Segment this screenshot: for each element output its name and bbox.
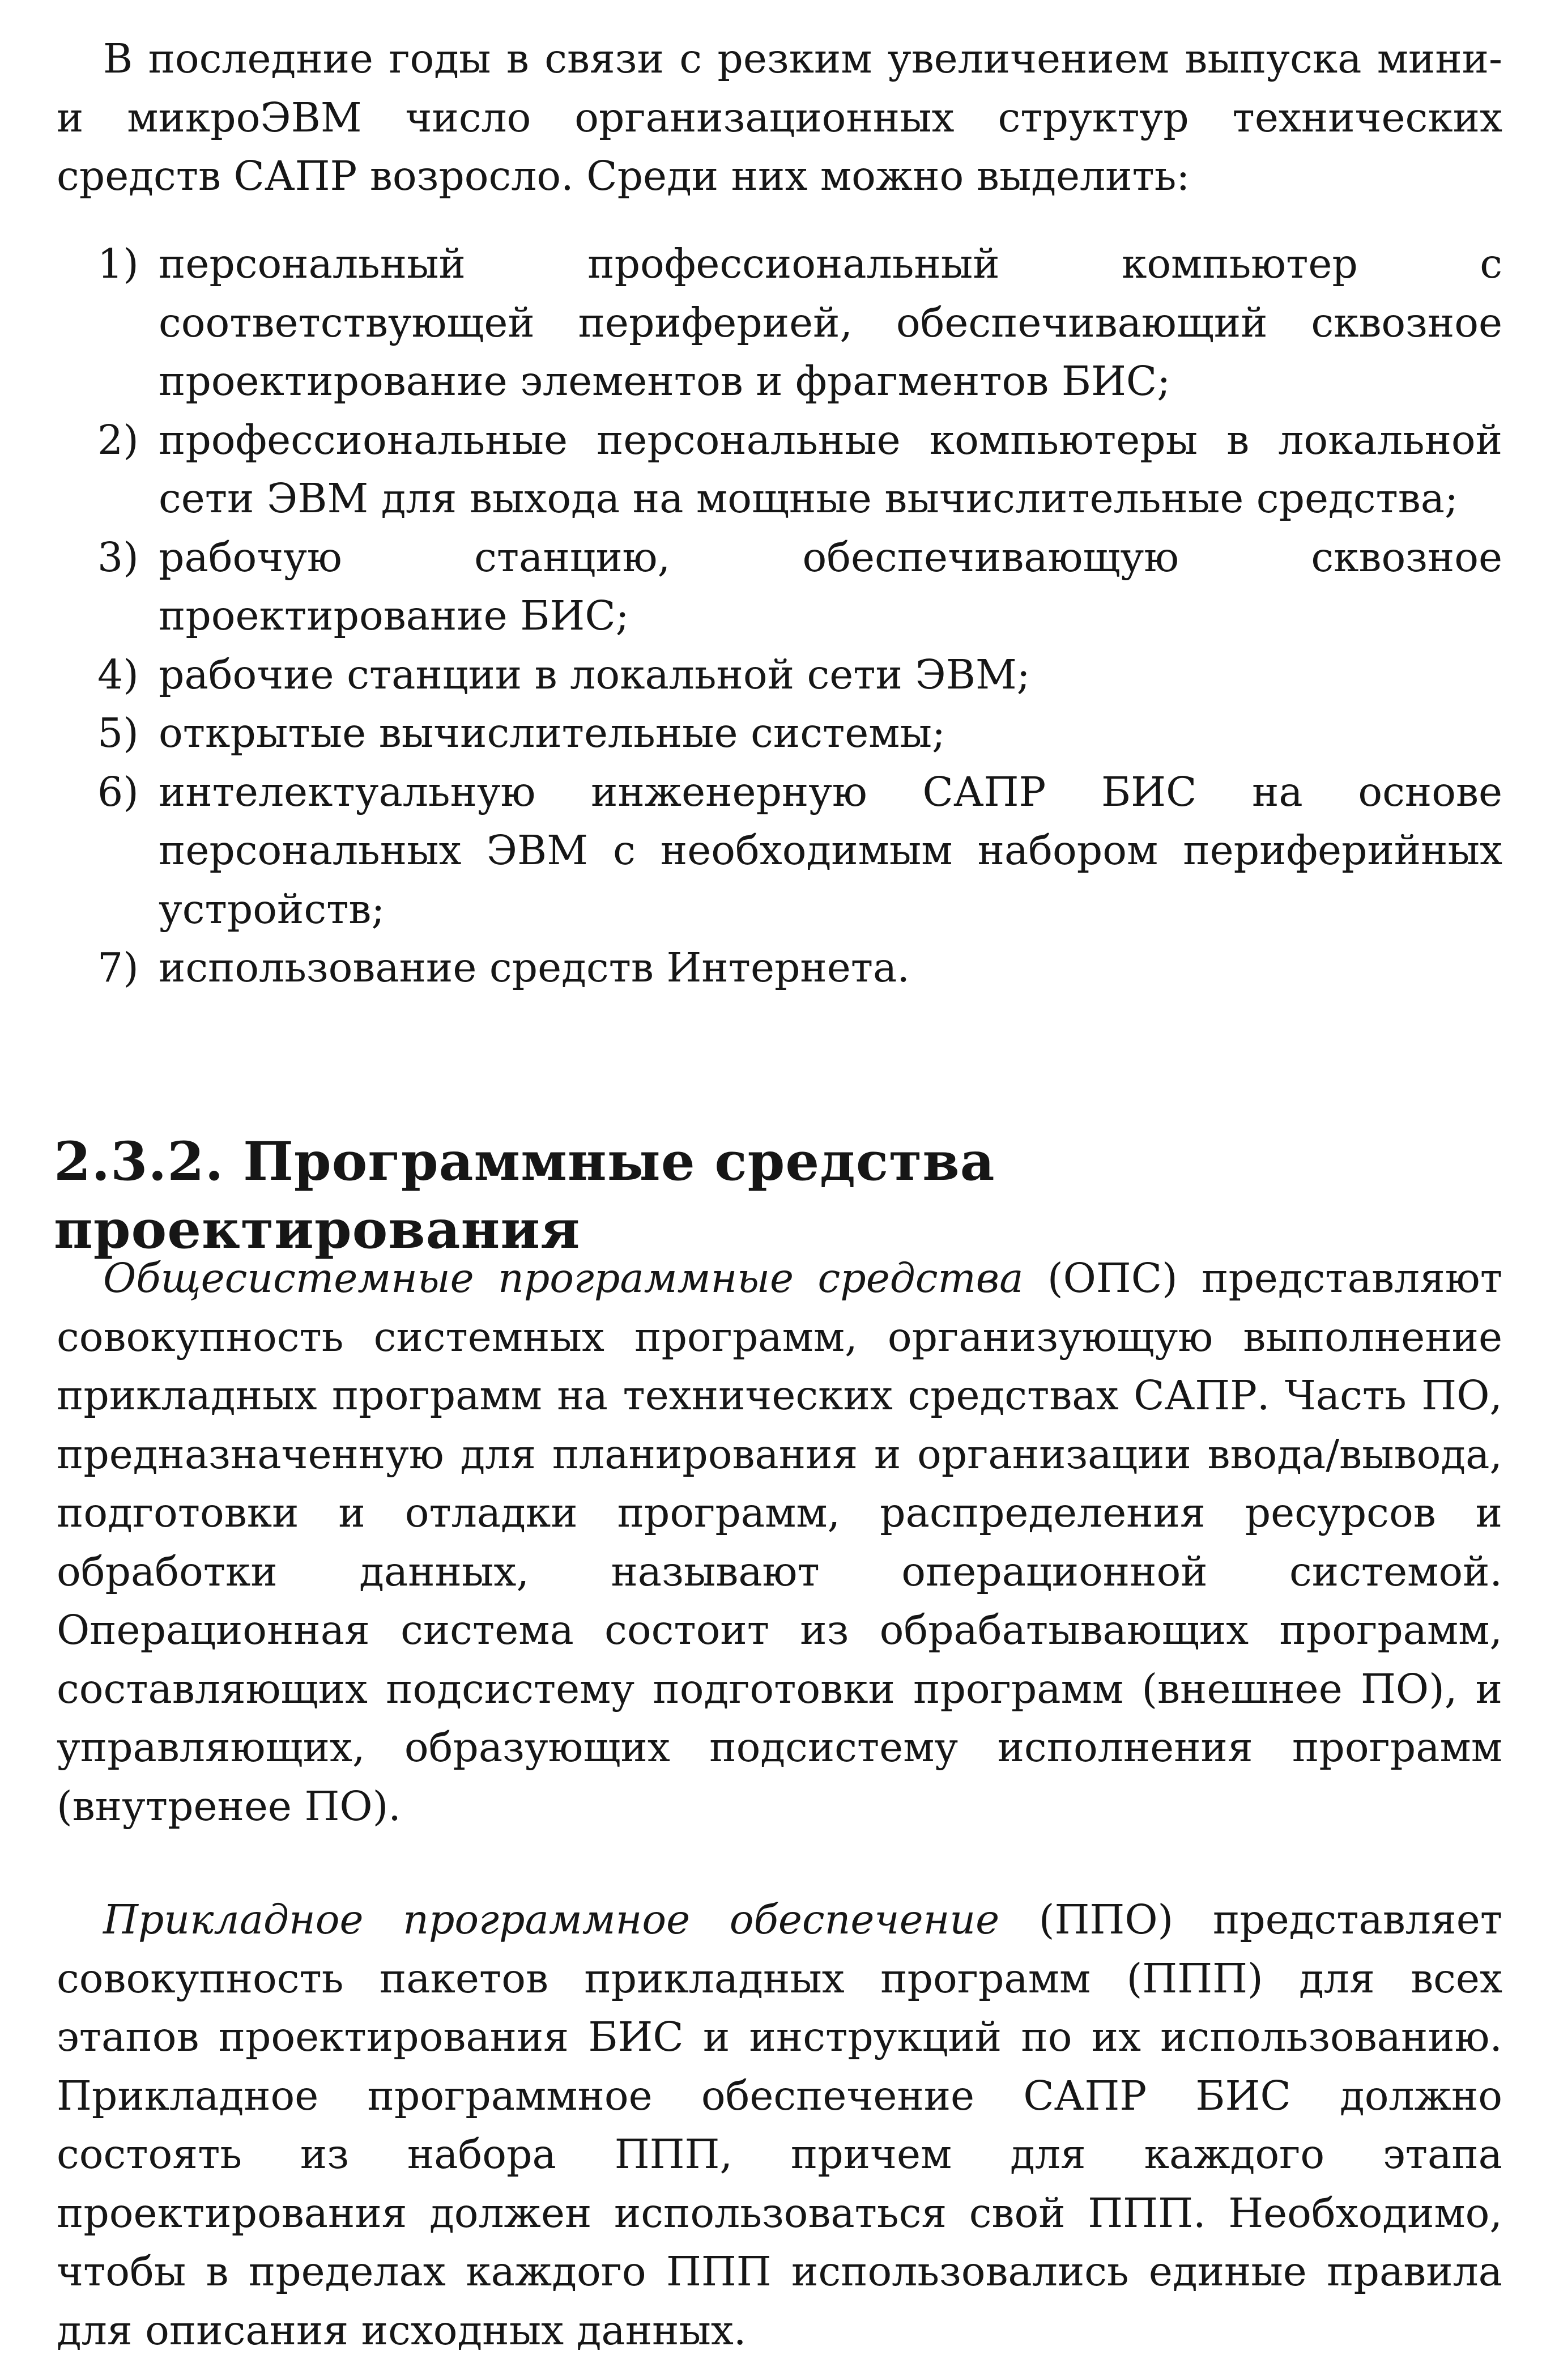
ops-paragraph [57, 1249, 1502, 1835]
list-item-text: интелектуальную инженерную САПР БИС на основе персональных ЭВМ с необходимым набором периферийных устройств; [159, 768, 1502, 933]
ops-text: (ОПС) представляют совокупность системных программ, организующую выполнение прикладных программ на технических средствах САПР. Часть ПО, предназначенную для планирования и организации ввода/вывода, подготовки и отладки программ, распределения ресурсов и обработки данных, называют операционной системой. Операционная система состоит из обрабатывающих программ, составляющих подсистему подготовки программ (внешнее ПО), и управляющих, образующих подсистему исполнения программ (внутренее ПО). [57, 1255, 1502, 1830]
list-item-number: 5) [97, 709, 139, 756]
list-item-text: открытые вычислительные системы; [159, 709, 945, 756]
structures-list [57, 235, 1502, 997]
intro-paragraph: В последние годы в связи с резким увеличением выпуска мини- и микроЭВМ число организационных структур технических средств САПР возросло. Среди них можно выделить: [57, 35, 1502, 199]
list-item [57, 763, 1502, 939]
ppo-text: (ППО) представляет совокупность пакетов прикладных программ (ППП) для всех этапов проектирования БИС и инструкций по их использованию. Прикладное программное обеспечение САПР БИС должно состоять из набора ППП, причем для каждого этапа проектирования должен использоваться свой ППП. Необходимо, чтобы в пределах каждого ППП использовались единые правила для описания исходных данных. [57, 1896, 1502, 2354]
list-item-text: профессиональные персональные компьютеры в локальной сети ЭВМ для выхода на мощные вычислительные средства; [159, 416, 1502, 522]
list-item [57, 235, 1502, 411]
list-item [57, 528, 1502, 645]
ppo-paragraph [57, 1890, 1502, 2360]
list-item-number: 4) [97, 651, 139, 698]
list-item [57, 411, 1502, 528]
section-heading: 2.3.2. Программные средства проектирования [54, 1130, 995, 1261]
list-item-text: рабочую станцию, обеспечивающую сквозное проектирование БИС; [159, 533, 1502, 639]
list-item-text: персональный профессиональный компьютер с соответствующей периферией, обеспечивающий сквозное проектирование элементов и фрагментов БИС; [159, 240, 1502, 405]
list-item-number: 2) [97, 416, 139, 464]
list-item-text: использование средств Интернета. [159, 944, 910, 991]
list-item [57, 938, 1502, 997]
ppo-term: Прикладное программное обеспечение [103, 1896, 1000, 1943]
list-item-number: 7) [97, 944, 139, 991]
list-item-text: рабочие станции в локальной сети ЭВМ; [159, 651, 1030, 698]
list-item-number: 1) [97, 240, 139, 287]
list-item [57, 704, 1502, 763]
ops-term: Общесистемные программные средства [103, 1255, 1024, 1302]
list-item-number: 3) [97, 533, 139, 581]
list-item [57, 645, 1502, 704]
list-item-number: 6) [97, 768, 139, 815]
